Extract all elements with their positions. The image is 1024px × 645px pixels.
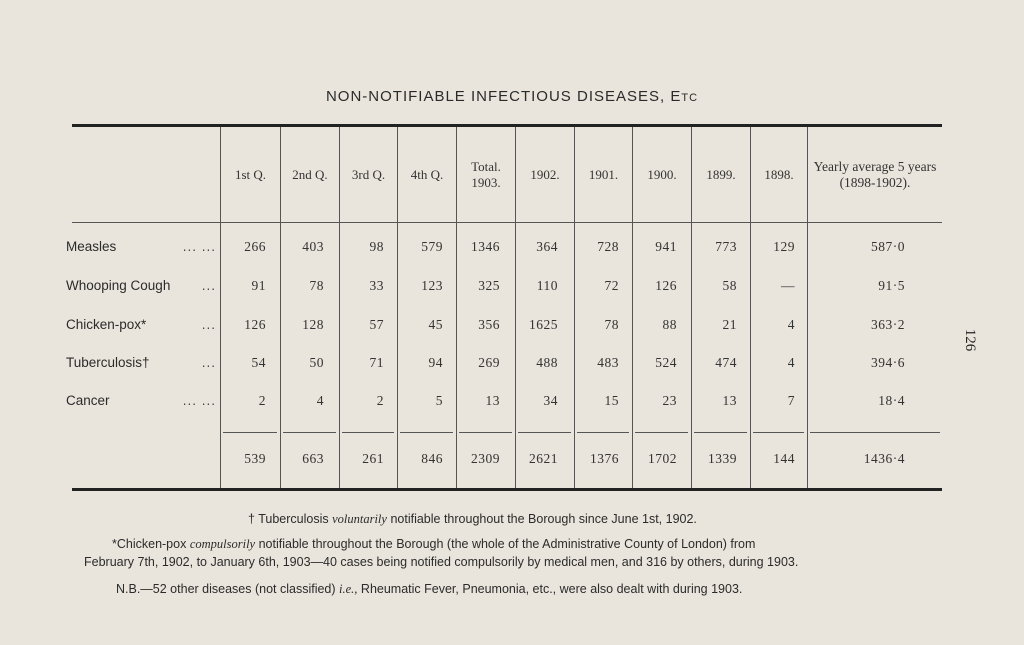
table-top-rule [72, 124, 942, 127]
total-rule [283, 432, 336, 433]
table-cell: 54 [251, 355, 266, 370]
table-cell: 21 [722, 317, 737, 332]
table-cell: 91 [251, 278, 266, 293]
table-cell: 71 [369, 355, 384, 370]
table-cell: 356 [478, 317, 500, 332]
table-cell: 78 [309, 278, 324, 293]
total-cell: 663 [302, 451, 324, 466]
table-cell: 1625 [529, 317, 558, 332]
table-cell: 5 [435, 393, 443, 408]
footnote-tuberculosis: † Tuberculosis voluntarily notifiable throughout the Borough since June 1st, 1902. [248, 512, 697, 526]
table-cell: 126 [244, 317, 266, 332]
table-cell: 7 [787, 393, 795, 408]
column-divider [807, 127, 808, 488]
table-cell: 587·0 [871, 239, 905, 254]
table-cell: 325 [478, 278, 500, 293]
table-cell: — [781, 278, 795, 293]
table-cell: 4 [316, 393, 324, 408]
total-cell: 1376 [590, 451, 619, 466]
title-suffix: Etc [670, 88, 699, 105]
table-cell: 23 [662, 393, 677, 408]
table-cell: 18·4 [878, 393, 905, 408]
total-rule [342, 432, 394, 433]
column-header: 2nd Q. [292, 167, 328, 182]
table-cell: 15 [604, 393, 619, 408]
column-header: 1st Q. [234, 167, 267, 182]
table-cell: 58 [722, 278, 737, 293]
total-rule [577, 432, 629, 433]
table-cell: 524 [655, 355, 677, 370]
column-header: 1899. [706, 167, 736, 182]
title-text: NON-NOTIFIABLE INFECTIOUS DISEASES, [325, 88, 666, 105]
total-cell: 846 [421, 451, 443, 466]
column-header: 1902. [530, 167, 560, 182]
table-cell: 728 [597, 239, 619, 254]
table-cell: 123 [421, 278, 443, 293]
table-cell: 129 [773, 239, 795, 254]
table-cell: 364 [536, 239, 558, 254]
row-label: Tuberculosis† ... [66, 355, 216, 370]
total-cell: 1339 [708, 451, 737, 466]
column-header: 1901. [588, 167, 619, 182]
table-cell: 34 [543, 393, 558, 408]
table-cell: 773 [715, 239, 737, 254]
table-cell: 483 [597, 355, 619, 370]
total-rule [753, 432, 804, 433]
table-cell: 4 [787, 317, 795, 332]
footnote-chickenpox: *Chicken-pox compulsorily notifiable throughout the Borough (the whole of the Administrative County of London) from [112, 537, 756, 551]
table-bottom-rule [72, 488, 942, 491]
total-rule [400, 432, 453, 433]
footnote-nb: N.B.—52 other diseases (not classified) i.e., Rheumatic Fever, Pneumonia, etc., were also dealt with during 1903. [116, 582, 743, 596]
row-label: Whooping Cough ... [66, 278, 216, 293]
column-header: 1900. [647, 167, 677, 182]
table-cell: 88 [662, 317, 677, 332]
table-cell: 2 [376, 393, 384, 408]
table-cell: 394·6 [871, 355, 905, 370]
total-rule [694, 432, 747, 433]
row-label: Cancer ... ... [66, 393, 216, 408]
footnote-chickenpox-continued: February 7th, 1902, to January 6th, 1903—40 cases being notified compulsorily by medical men, and 316 by others, during 1903. [84, 555, 799, 569]
table-cell: 45 [428, 317, 443, 332]
table-cell: 33 [369, 278, 384, 293]
total-cell: 1436·4 [863, 451, 905, 466]
row-label: Measles ... ... [66, 239, 216, 254]
total-rule [810, 432, 940, 433]
table-header-rule [72, 222, 942, 223]
total-rule [635, 432, 688, 433]
column-header: 1898. [764, 167, 794, 182]
total-cell: 144 [773, 451, 795, 466]
total-rule [518, 432, 571, 433]
total-rule [223, 432, 277, 433]
table-cell: 126 [655, 278, 677, 293]
table-cell: 110 [536, 278, 558, 293]
table-cell: 403 [302, 239, 324, 254]
table-cell: 94 [428, 355, 443, 370]
row-label: Chicken-pox* ... [66, 317, 216, 332]
column-header: 3rd Q. [351, 167, 386, 182]
total-cell: 261 [362, 451, 384, 466]
table-cell: 128 [302, 317, 324, 332]
table-cell: 13 [722, 393, 737, 408]
table-cell: 474 [715, 355, 737, 370]
table-cell: 78 [604, 317, 619, 332]
page-title [0, 88, 1024, 105]
table-cell: 941 [655, 239, 677, 254]
column-header: Yearly average 5 years (1898-1902). [813, 159, 937, 190]
column-divider [456, 127, 457, 488]
table-cell: 57 [369, 317, 384, 332]
table-cell: 2 [258, 393, 266, 408]
table-cell: 269 [478, 355, 500, 370]
table-cell: 4 [787, 355, 795, 370]
table-cell: 1346 [471, 239, 500, 254]
table-cell: 50 [309, 355, 324, 370]
table-cell: 488 [536, 355, 558, 370]
table-cell: 72 [604, 278, 619, 293]
page-number: 126 [962, 328, 978, 352]
column-header: 4th Q. [410, 167, 444, 182]
total-rule [459, 432, 512, 433]
table-cell: 266 [244, 239, 266, 254]
table-cell: 363·2 [871, 317, 905, 332]
total-cell: 539 [244, 451, 266, 466]
table-cell: 13 [485, 393, 500, 408]
total-cell: 2309 [471, 451, 500, 466]
total-cell: 2621 [529, 451, 558, 466]
column-header: Total. 1903. [471, 159, 501, 190]
table-cell: 579 [421, 239, 443, 254]
total-cell: 1702 [648, 451, 677, 466]
table-cell: 98 [369, 239, 384, 254]
table-cell: 91·5 [878, 278, 905, 293]
